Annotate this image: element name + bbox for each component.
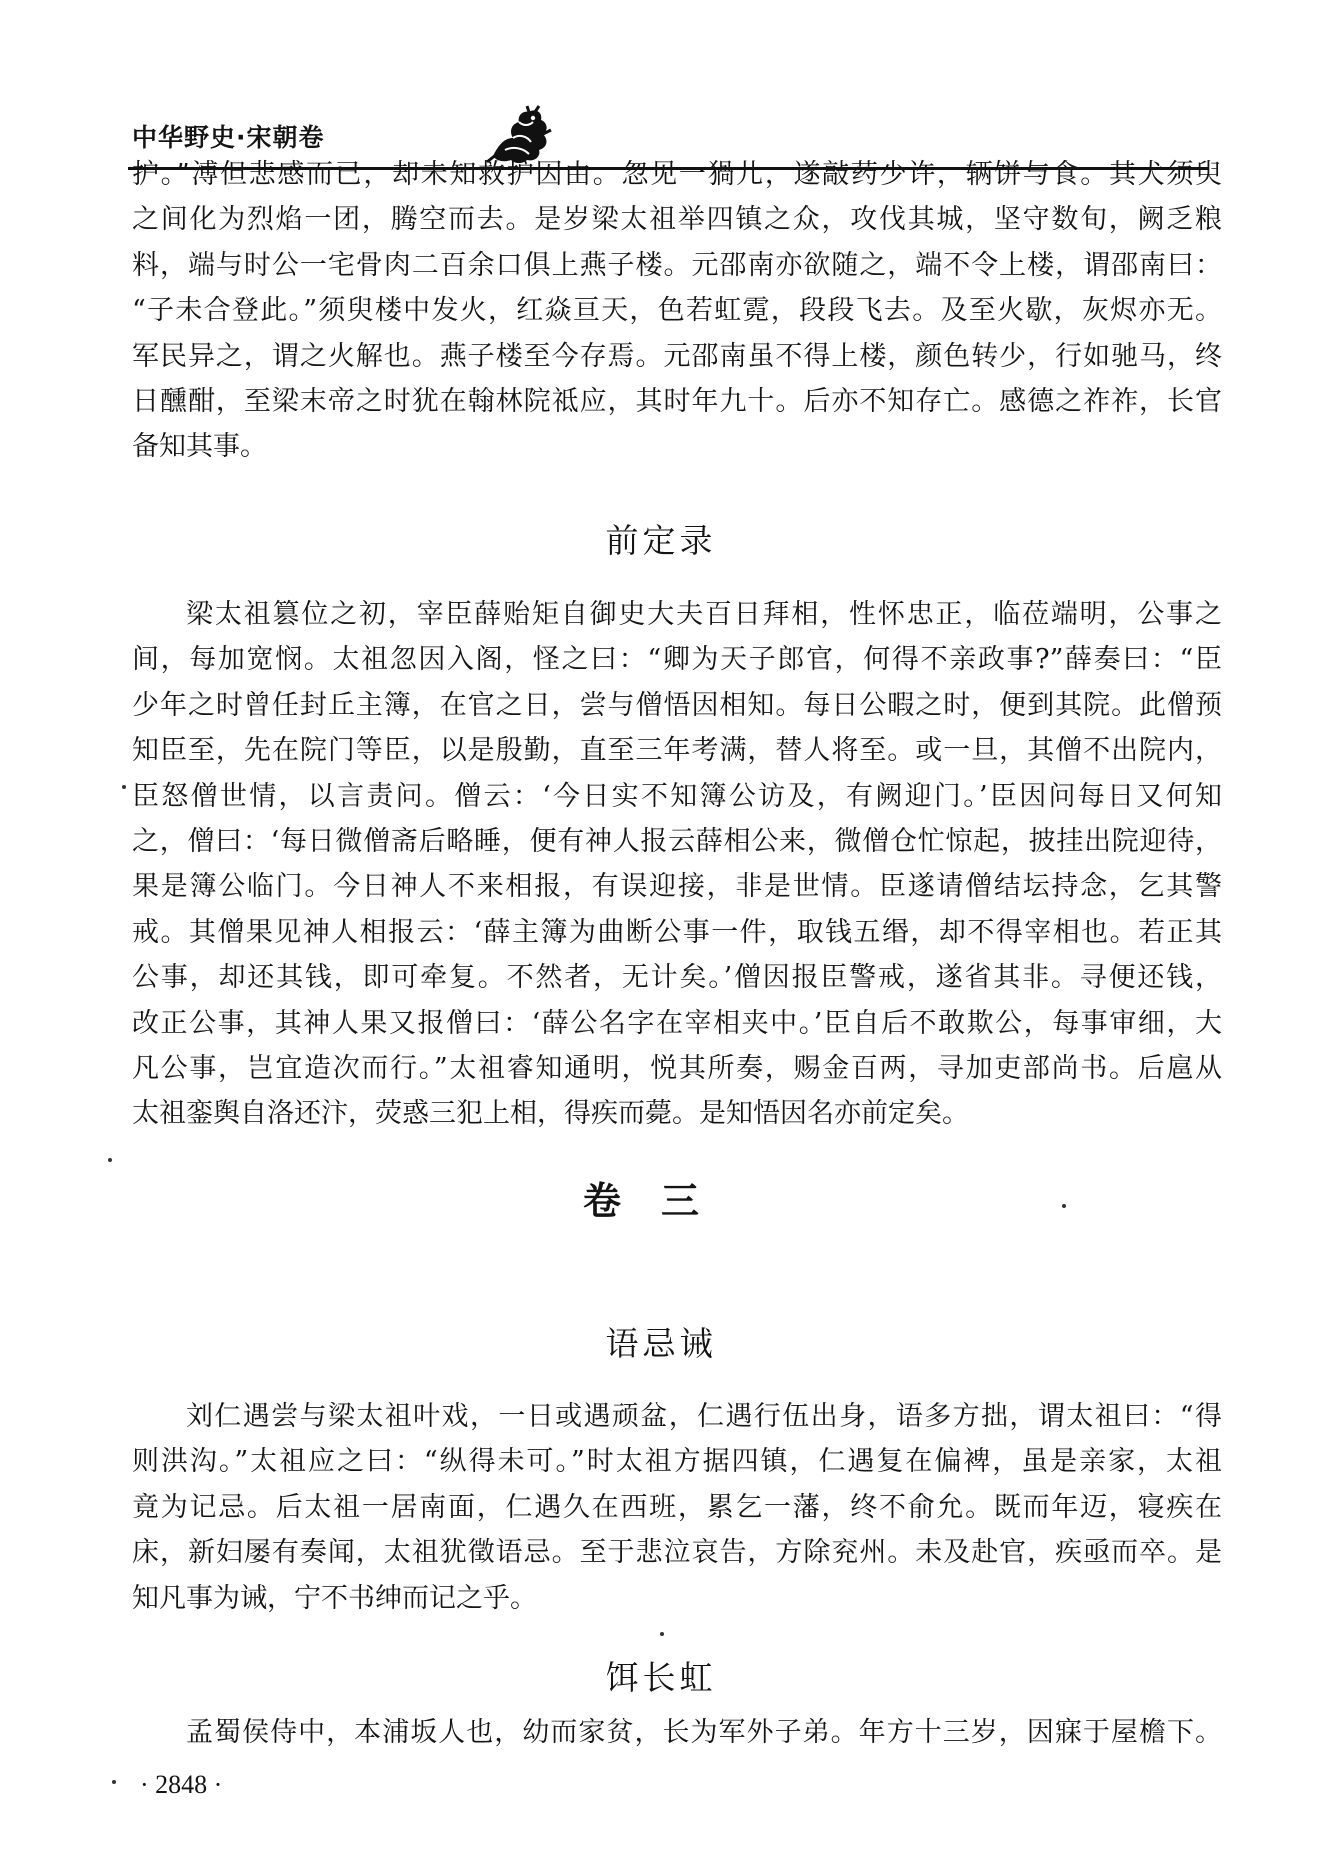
text-line: 则洪沟。”太祖应之曰：“纵得未可。”时太祖方据四镇，仁遇复在偏裨，虽是亲家，太祖	[132, 1446, 1222, 1478]
text-line: 知凡事为诫，宁不书绅而记之乎。	[132, 1582, 537, 1614]
paragraph-2	[132, 592, 1222, 1137]
text-line: 备知其事。	[132, 431, 267, 463]
scan-speck	[112, 1780, 116, 1784]
section-title-er-chang-hong: 饵长虹	[605, 1658, 717, 1697]
text-line: 少年之时曾任封丘主簿，在官之日，尝与僧悟因相知。每日公暇之时，便到其院。此僧预	[132, 689, 1222, 721]
text-line: 果是簿公临门。今日神人不来相报，有误迎接，非是世情。臣遂请僧结坛持念，乞其警	[132, 871, 1222, 903]
text-line: 日醺酣，至梁末帝之时犹在翰林院祗应，其时年九十。后亦不知存亡。感德之祚祚，长官	[132, 385, 1222, 417]
text-line: 间，每加宽悯。太祖忽因入阁，怪之曰：“卿为天子郎官，何得不亲政事?”薛奏曰：“臣	[132, 644, 1222, 676]
scan-speck	[1062, 1204, 1066, 1208]
text-line: 戒。其僧果见神人相报云：‘薛主簿为曲断公事一件，取钱五缗，却不得宰相也。若正其	[132, 916, 1222, 948]
scan-speck	[660, 1632, 664, 1636]
text-line: 刘仁遇尝与梁太祖叶戏，一日或遇顽盆，仁遇行伍出身，语多方拙，谓太祖曰：“得	[186, 1401, 1222, 1432]
text-line: 太祖銮舆自洛还汴，荧惑三犯上相，得疾而薨。是知悟因名亦前定矣。	[132, 1098, 969, 1130]
volume-title: 卷三	[582, 1179, 739, 1223]
text-line: 护。”溥但悲感而已，却未知救护因由。忽见一猧儿，遂敲药少许，辆饼与食。其犬须臾	[132, 159, 1222, 190]
text-line: 凡公事，岂宜造次而行。”太祖睿知通明，悦其所奏，赐金百两，寻加吏部尚书。后扈从	[132, 1052, 1222, 1084]
text-line: 军民异之，谓之火解也。燕子楼至今存焉。元邵南虽不得上楼，颜色转少，行如驰马，终	[132, 340, 1222, 372]
section-title-qian-ding-lu: 前定录	[605, 521, 717, 560]
text-line: 梁太祖篡位之初，宰臣薛贻矩自御史大夫百日拜相，性怀忠正，临莅端明，公事之	[186, 599, 1222, 630]
scan-speck	[122, 785, 126, 789]
scan-speck	[108, 1158, 112, 1162]
book-title: 中华野史·宋朝卷	[132, 123, 325, 152]
text-line: “子未合登此。”须臾楼中发火，红焱亘天，色若虹霓，段段飞去。及至火歇，灰烬亦无。	[132, 295, 1222, 327]
text-line: 之，僧曰：‘每日微僧斋后略睡，便有神人报云薛相公来，微僧仓忙惊起，披挂出院迎待，	[132, 825, 1222, 857]
text-line: 公事，却还其钱，即可牵复。不然者，无计矣。’僧因报臣警戒，遂省其非。寻便还钱，	[132, 962, 1222, 994]
paragraph-3	[132, 1394, 1222, 1621]
text-line: 床，新妇屡有奏闻，太祖犹徵语忌。至于悲泣哀告，方除兖州。未及赴官，疾亟而卒。是	[132, 1537, 1222, 1569]
paragraph-1	[132, 152, 1222, 470]
text-line: 改正公事，其神人果又报僧曰：‘薛公名字在宰相夹中。’臣自后不敢欺公，每事审细，大	[132, 1007, 1222, 1039]
text-line: 知臣至，先在院门等臣，以是殷勤，直至三年考满，替人将至。或一旦，其僧不出院内，	[132, 735, 1222, 767]
text-line: 臣怒僧世情，以言责问。僧云：‘今日实不知簿公访及，有阙迎门。’臣因问每日又何知	[132, 780, 1222, 812]
section-title-yu-ji-jie: 语忌诫	[605, 1324, 717, 1363]
text-line: 料，端与时公一宅骨肉二百余口俱上燕子楼。元邵南亦欲随之，端不令上楼，谓邵南曰：	[132, 249, 1222, 281]
text-line: 之间化为烈焰一团，腾空而去。是岁梁太祖举四镇之众，攻伐其城，坚守数旬，阙乏粮	[132, 204, 1222, 236]
paragraph-4	[132, 1710, 1222, 1755]
text-line: 孟蜀侯侍中，本浦坂人也，幼而家贫，长为军外子弟。年方十三岁，因寐于屋檐下。	[186, 1717, 1222, 1748]
page-number: · 2848 ·	[140, 1770, 223, 1799]
text-line: 竟为记忌。后太祖一居南面，仁遇久在西班，累乞一藩，终不俞允。既而年迈，寝疾在	[132, 1491, 1222, 1523]
